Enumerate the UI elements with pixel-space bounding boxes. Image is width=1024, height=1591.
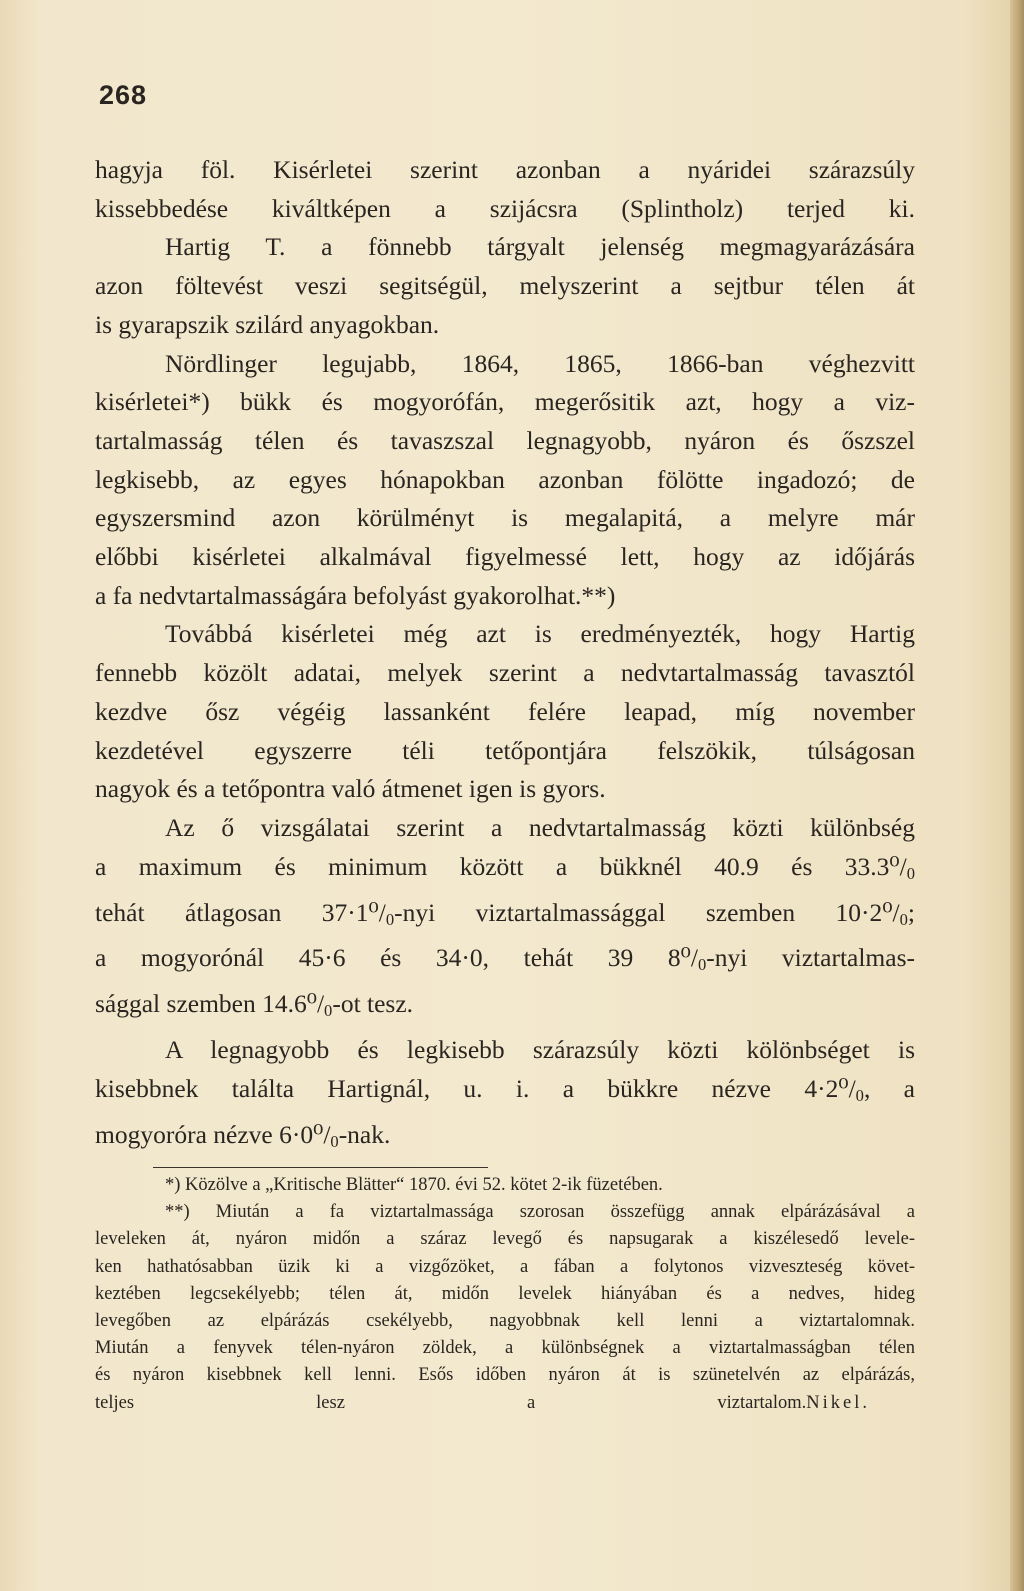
footnote-line: *) Közölve a „Kritische Blätter“ 1870. évi 52. kötet 2-ik füzetében. <box>165 1175 663 1195</box>
text-line: hagyja föl. Kisérletei szerint azonban a nyáridei szárazsúly <box>95 155 915 184</box>
text-line: sággal szemben $14.6^0/_0-ot$ tesz. <box>95 989 414 1021</box>
footnote-line: Miután a fenyvek télen-nyáron zöldek, a különbségnek a viztartalmasságban télen <box>95 1338 915 1359</box>
text-line: nagyok és a tetőpontra való átmenet igen is gyors. <box>95 774 606 804</box>
footnote-line: ken hathatósabban üzik ki a vizgőzöket, a fában a folytonos vizveszteség követ- <box>95 1256 915 1277</box>
footnote-text: teljes lesz a viztartalom. <box>95 1392 807 1413</box>
footnotes <box>95 1172 915 1417</box>
text-line: a mogyorónál 45·6 és 34·0, tehát 39 $8^0/_0$-nyi viztartalmas- <box>95 943 915 975</box>
text-line: kisérletei*) bükk és mogyorófán, megerősitik azt, hogy a viz- <box>95 387 915 417</box>
text-line: legkisebb, az egyes hónapokban azonban fölötte ingadozó; de <box>95 464 915 494</box>
text-line: Hartig T. a fönnebb tárgyalt jelenség megmagyarázására <box>165 232 915 262</box>
footnote-line: keztében legcsekélyebb; télen át, midőn levelek hiányában és a nedves, hideg <box>95 1283 915 1304</box>
text-line: tartalmasság télen és tavaszszal legnagyobb, nyáron és őszszel <box>95 425 915 455</box>
text-line: is gyarapszik szilárd anyagokban. <box>95 309 440 339</box>
text-line: a fa nedvtartalmasságára befolyást gyakorolhat.**) <box>95 580 616 610</box>
footnote-line: és nyáron kisebbnek kell lenni. Esős időben nyáron át is szünetelvén az elpárázás, <box>95 1365 915 1386</box>
text-line: fennebb közölt adatai, melyek szerint a nedvtartalmasság tavasztól <box>95 658 915 688</box>
text-line: kisebbnek találta Hartignál, u. i. a bükkre nézve $4\cdot 2^0/_0$, a <box>95 1073 915 1105</box>
text-line: Továbbá kisérletei még azt is eredményezték, hogy Hartig <box>165 619 915 649</box>
text-line: a maximum és minimum között a bükknél 40.9 és $33.3^0/_0$ <box>95 851 915 883</box>
text-line: egyszersmind azon körülményt is megalapitá, a melyre már <box>95 503 915 533</box>
text-line: azon föltevést veszi segitségül, melyszerint a sejtbur télen át <box>95 271 915 301</box>
text-line: Nördlinger legujabb, 1864, 1865, 1866-ban véghezvitt <box>165 348 915 378</box>
text-line: kissebbedése kiváltképen a szijácsra (Splintholz) terjed ki. <box>95 193 915 223</box>
page-edge-shadow <box>1010 0 1024 1591</box>
text-line: előbbi kisérletei alkalmával figyelmessé lett, hogy az időjárás <box>95 542 915 572</box>
text-line: Az ő vizsgálatai szerint a nedvtartalmasság közti különbség <box>165 812 915 842</box>
footnote-line-final <box>95 1390 915 1417</box>
text-line: tehát átlagosan $37\cdot 1^0/_0$-nyi viztartalmassággal szemben $10\cdot 2^0/_0$; <box>95 897 915 929</box>
footnote-line: **) Miután a fa viztartalmassága szorosan összefügg annak elpárázásával a <box>165 1202 915 1223</box>
text-line: A legnagyobb és legkisebb szárazsúly közti kölönbséget is <box>165 1035 915 1065</box>
page-number: 268 <box>99 80 148 110</box>
text-line: kezdetével egyszerre téli tetőpontjára felszökik, túlságosan <box>95 735 915 765</box>
footnote-line: leveleken át, nyáron midőn a száraz levegő és napsugarak a kiszélesedő levele- <box>95 1229 915 1250</box>
text-line: kezdve ősz végéig lassanként felére leapad, míg november <box>95 696 915 726</box>
footnote-line: levegőben az elpárázás csekélyebb, nagyobbnak kell lenni a viztartalomnak. <box>95 1311 915 1332</box>
text-line: mogyoróra nézve $6\cdot 0^0/_0$-nak. <box>95 1119 391 1151</box>
footnote-rule <box>153 1167 488 1168</box>
footnote-signature: Nikel. <box>806 1392 870 1413</box>
main-text <box>95 151 915 1161</box>
